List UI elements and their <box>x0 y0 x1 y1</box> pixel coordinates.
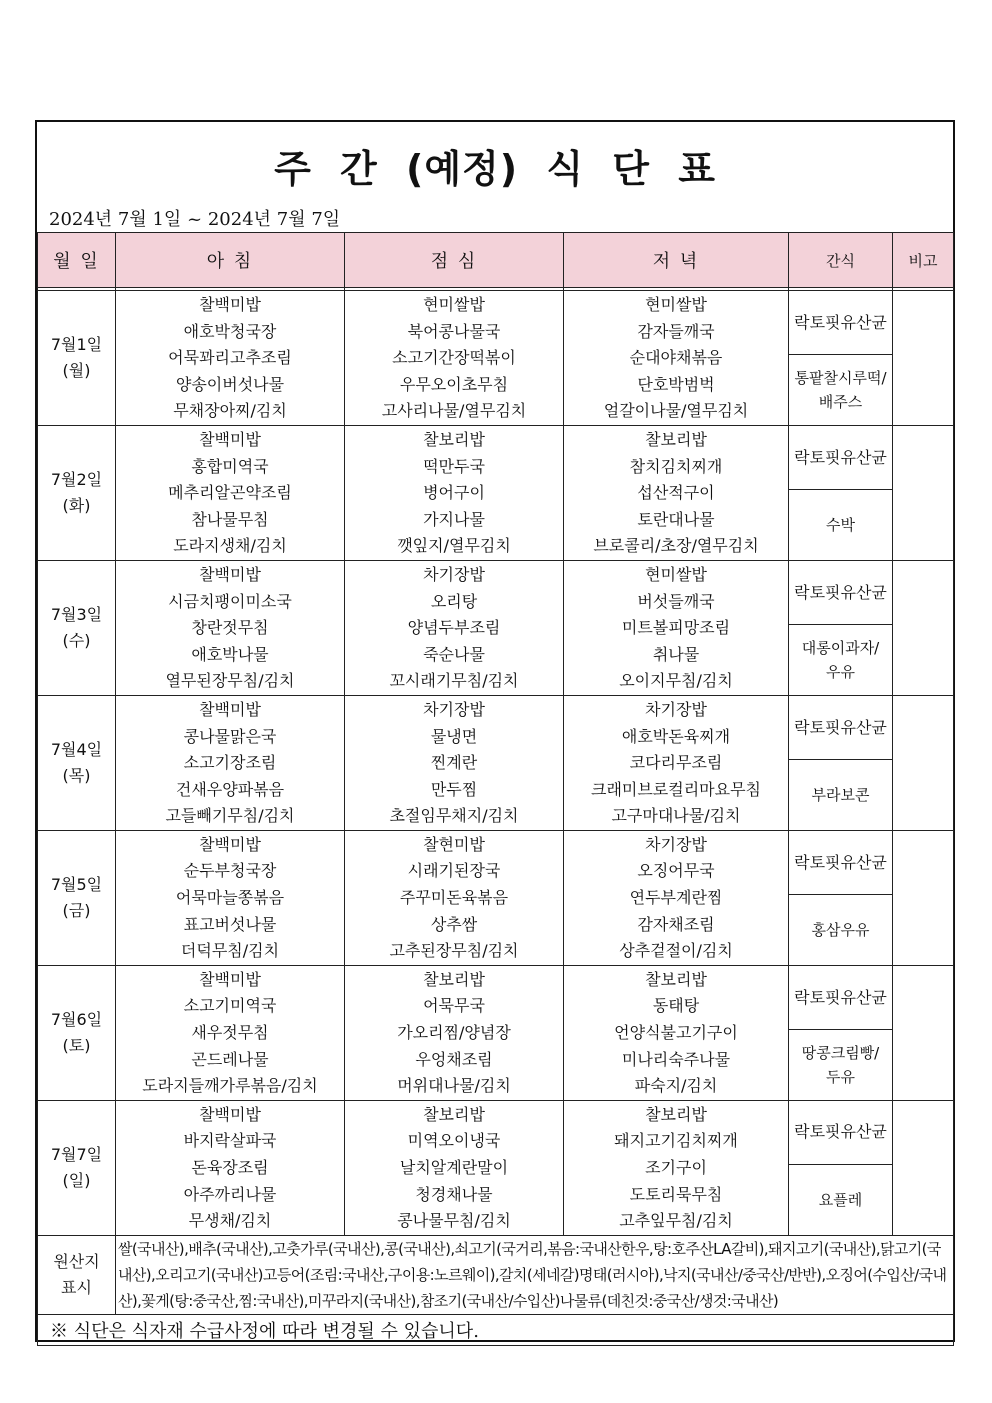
menu-item: 차기장밥 <box>645 699 707 719</box>
menu-item: 더덕무침/김치 <box>180 941 280 961</box>
menu-item: 요플레 <box>818 1190 863 1209</box>
menu-item: 열무된장무침/김치 <box>165 671 295 691</box>
menu-item: 브로콜리/초장/열무김치 <box>593 536 759 556</box>
menu-item: 초절임무채지/김치 <box>389 806 519 826</box>
menu-item: 가지나물 <box>423 509 485 529</box>
header-dinner: 저 녁 <box>564 233 789 288</box>
menu-item: 감자채조림 <box>637 914 715 934</box>
menu-item: 통팥찰시루떡/ <box>794 369 887 388</box>
lunch-cell <box>345 830 564 965</box>
day-row <box>38 965 954 1029</box>
menu-item: 조기구이 <box>645 1158 707 1177</box>
menu-item: 양송이버섯나물 <box>175 374 285 394</box>
menu-item: 어묵마늘쫑볶음 <box>175 888 285 908</box>
origin-label-line: 원산지 <box>53 1251 100 1271</box>
menu-item: 미역오이냉국 <box>407 1131 501 1151</box>
menu-item: 가오리찜/양념장 <box>397 1023 511 1043</box>
menu-item: 콩나물무침/김치 <box>397 1211 511 1231</box>
day-row <box>38 695 954 759</box>
note-cell <box>893 830 954 965</box>
menu-item: 찰보리밥 <box>645 969 707 989</box>
menu-item: 죽순나물 <box>423 644 485 664</box>
snack-cell <box>789 355 893 426</box>
menu-item: 도라지생채/김치 <box>173 536 287 556</box>
breakfast-cell <box>116 1100 345 1235</box>
menu-item: 락토핏유산균 <box>794 1122 887 1142</box>
day-weekday: (토) <box>62 1035 91 1055</box>
menu-item: 꼬시래기무침/김치 <box>389 671 519 691</box>
menu-item: 애호박돈육찌개 <box>621 726 731 746</box>
menu-item: 얼갈이나물/열무김치 <box>603 401 749 421</box>
menu-item: 시금치팽이미소국 <box>168 591 292 611</box>
day-date: 7월3일 <box>50 604 103 624</box>
snack-cell <box>789 425 893 489</box>
menu-item: 찰보리밥 <box>645 429 707 449</box>
menu-item: 머위대나물/김치 <box>397 1076 511 1096</box>
menu-item: 병어구이 <box>423 483 485 503</box>
menu-item: 아주까리나물 <box>183 1184 277 1204</box>
menu-item: 락토핏유산균 <box>794 987 887 1007</box>
menu-item: 우엉채조림 <box>415 1049 493 1069</box>
menu-item: 고구마대나물/김치 <box>611 806 741 826</box>
menu-item: 찰보리밥 <box>423 969 485 989</box>
menu-item: 양념두부조림 <box>407 618 501 638</box>
dinner-cell <box>564 830 789 965</box>
menu-item: 고사리나물/열무김치 <box>381 401 527 421</box>
day-weekday: (금) <box>62 900 91 920</box>
menu-item: 오이지무침/김치 <box>619 671 733 691</box>
note-cell <box>893 965 954 1100</box>
menu-item: 땅콩크림빵/ <box>801 1043 880 1062</box>
snack-cell <box>789 560 893 624</box>
snack-cell <box>789 1165 893 1236</box>
breakfast-cell <box>116 425 345 560</box>
menu-item: 우유 <box>826 663 855 682</box>
day-weekday: (화) <box>62 495 91 515</box>
dinner-cell <box>564 965 789 1100</box>
menu-item: 토란대나물 <box>637 509 715 529</box>
menu-item: 버섯들깨국 <box>637 591 715 611</box>
menu-item: 어묵꽈리고추조림 <box>168 348 292 368</box>
origin-label-line: 표시 <box>61 1277 92 1297</box>
lunch-cell <box>345 425 564 560</box>
snack-cell <box>789 1030 893 1101</box>
note-cell <box>893 291 954 426</box>
header-snack: 간식 <box>789 233 893 288</box>
menu-item: 락토핏유산균 <box>794 312 887 332</box>
note-cell <box>893 1100 954 1235</box>
day-date: 7월7일 <box>50 1144 103 1164</box>
menu-item: 바지락살파국 <box>183 1131 277 1151</box>
menu-item: 어묵무국 <box>423 996 485 1016</box>
menu-item: 소고기장조림 <box>183 753 277 773</box>
menu-item: 도토리묵무침 <box>629 1184 723 1204</box>
header-breakfast: 아 침 <box>116 233 345 288</box>
menu-item: 고들빼기무침/김치 <box>165 806 295 826</box>
origin-row <box>38 1235 954 1314</box>
menu-item: 락토핏유산균 <box>794 717 887 737</box>
menu-item: 찰백미밥 <box>199 834 261 854</box>
menu-item: 찰보리밥 <box>423 429 485 449</box>
menu-item: 청경채나물 <box>415 1184 493 1204</box>
menu-item: 크래미브로컬리마요무침 <box>590 779 762 799</box>
menu-item: 콩나물맑은국 <box>183 726 277 746</box>
menu-item: 돼지고기김치찌개 <box>614 1131 738 1151</box>
menu-item: 락토핏유산균 <box>794 447 887 467</box>
note-cell <box>893 560 954 695</box>
menu-item: 찰백미밥 <box>199 295 261 314</box>
menu-item: 주꾸미돈육볶음 <box>399 888 509 908</box>
menu-item: 소고기간장떡볶이 <box>392 348 516 368</box>
menu-item: 차기장밥 <box>645 834 707 854</box>
day-row <box>38 560 954 624</box>
menu-item: 차기장밥 <box>423 699 485 719</box>
menu-item: 수박 <box>826 516 855 535</box>
menu-item: 현미쌀밥 <box>645 295 707 314</box>
header-lunch: 점 심 <box>345 233 564 288</box>
menu-item: 고추잎무침/김치 <box>619 1211 733 1231</box>
snack-cell <box>789 830 893 894</box>
snack-cell <box>789 760 893 831</box>
dinner-cell <box>564 425 789 560</box>
snack-cell <box>789 695 893 759</box>
menu-item: 홍삼우유 <box>811 921 870 940</box>
menu-item: 찰백미밥 <box>199 1104 261 1124</box>
menu-item: 락토핏유산균 <box>794 582 887 602</box>
menu-item: 락토핏유산균 <box>794 852 887 872</box>
menu-item: 미트볼피망조림 <box>621 618 731 638</box>
menu-item: 배주스 <box>818 393 863 412</box>
menu-item: 만두찜 <box>430 779 478 799</box>
snack-cell <box>789 1100 893 1164</box>
day-cell <box>38 425 116 560</box>
date-range: 2024년 7월 1일 ~ 2024년 7월 7일 <box>49 209 341 230</box>
lunch-cell <box>345 291 564 426</box>
menu-item: 오징어무국 <box>637 861 715 881</box>
menu-item: 물냉면 <box>430 726 478 746</box>
day-cell <box>38 560 116 695</box>
day-row <box>38 830 954 894</box>
breakfast-cell <box>116 965 345 1100</box>
menu-item: 순두부청국장 <box>183 861 277 881</box>
day-cell <box>38 1100 116 1235</box>
menu-item: 섭산적구이 <box>637 483 715 503</box>
lunch-cell <box>345 1100 564 1235</box>
menu-item: 두유 <box>826 1067 855 1086</box>
menu-item: 현미쌀밥 <box>645 564 707 584</box>
menu-item: 단호박범벅 <box>637 374 715 394</box>
breakfast-cell <box>116 291 345 426</box>
day-cell <box>38 291 116 426</box>
snack-cell <box>789 490 893 561</box>
menu-item: 우무오이초무침 <box>399 374 509 394</box>
dinner-cell <box>564 1100 789 1235</box>
day-date: 7월4일 <box>50 739 103 759</box>
day-weekday: (월) <box>62 360 91 380</box>
dinner-cell <box>564 560 789 695</box>
menu-item: 연두부계란찜 <box>629 888 723 908</box>
day-date: 7월5일 <box>50 874 103 894</box>
menu-item: 고추된장무침/김치 <box>389 941 519 961</box>
menu-table <box>37 232 954 1346</box>
day-date: 7월1일 <box>50 334 103 354</box>
day-row <box>38 425 954 489</box>
menu-item: 감자들깨국 <box>637 321 715 341</box>
menu-item: 대롱이과자/ <box>801 639 880 658</box>
header-row <box>38 233 954 288</box>
menu-item: 애호박청국장 <box>183 321 277 341</box>
menu-item: 무생채/김치 <box>188 1211 272 1231</box>
menu-item: 차기장밥 <box>423 564 485 584</box>
header-note: 비고 <box>893 233 954 288</box>
origin-text: 쌀(국내산),배추(국내산),고춧가루(국내산),콩(국내산),쇠고기(국거리,볶음:국내산한우,탕:호주산LA갈비),돼지고기(국내산),닭고기(국내산),오리고기(국내산)고등어(조림:국내산,구이용:노르웨이),갈치(세네갈)명태(러시아),낙지(국내산/중국산/반반),오징어(수입산/국내산),꽃게(탕:중국산,찜:국내산),미꾸라지(국내산),참조기(국내산/수입산)나물류(데친것:중국산/생것:국내산) <box>116 1235 954 1314</box>
day-weekday: (수) <box>62 630 91 650</box>
menu-item: 찰현미밥 <box>423 834 485 854</box>
menu-item: 창란젓무침 <box>191 618 269 638</box>
dinner-cell <box>564 291 789 426</box>
day-cell <box>38 965 116 1100</box>
menu-item: 표고버섯나물 <box>183 914 277 934</box>
snack-cell <box>789 625 893 696</box>
menu-item: 찐계란 <box>430 753 478 773</box>
day-date: 7월6일 <box>50 1009 103 1029</box>
menu-item: 상추쌈 <box>430 914 478 934</box>
day-weekday: (일) <box>62 1170 91 1190</box>
menu-item: 떡만두국 <box>423 456 485 476</box>
menu-item: 취나물 <box>652 644 700 664</box>
day-weekday: (목) <box>62 765 91 785</box>
note-cell <box>893 695 954 830</box>
day-cell <box>38 830 116 965</box>
lunch-cell <box>345 695 564 830</box>
menu-item: 찰보리밥 <box>423 1104 485 1124</box>
menu-item: 참치김치찌개 <box>629 456 723 476</box>
day-row <box>38 291 954 355</box>
menu-item: 코다리무조림 <box>629 753 723 773</box>
menu-item: 날치알계란말이 <box>399 1158 509 1177</box>
menu-item: 북어콩나물국 <box>407 321 501 341</box>
lunch-cell <box>345 560 564 695</box>
snack-cell <box>789 965 893 1029</box>
breakfast-cell <box>116 695 345 830</box>
menu-item: 미나리숙주나물 <box>621 1049 731 1069</box>
menu-item: 찰백미밥 <box>199 564 261 584</box>
menu-item: 돈육장조림 <box>191 1158 269 1177</box>
menu-item: 새우젓무침 <box>191 1023 269 1043</box>
menu-item: 애호박나물 <box>191 644 269 664</box>
menu-item: 깻잎지/열무김치 <box>397 536 511 556</box>
menu-item: 무채장아찌/김치 <box>173 401 287 421</box>
snack-cell <box>789 895 893 966</box>
menu-item: 부라보콘 <box>811 786 870 805</box>
menu-sheet <box>35 120 955 1342</box>
menu-item: 도라지들깨가루볶음/김치 <box>142 1076 318 1096</box>
menu-item: 파숙지/김치 <box>634 1076 718 1096</box>
menu-item: 상추겉절이/김치 <box>619 941 733 961</box>
menu-item: 시래기된장국 <box>407 861 501 881</box>
menu-item: 홍합미역국 <box>191 456 269 476</box>
footer-row <box>38 1314 954 1345</box>
lunch-cell <box>345 965 564 1100</box>
note-cell <box>893 425 954 560</box>
day-cell <box>38 695 116 830</box>
origin-label <box>38 1235 116 1314</box>
menu-item: 오리탕 <box>430 591 478 611</box>
menu-item: 소고기미역국 <box>183 996 277 1016</box>
menu-item: 찰백미밥 <box>199 699 261 719</box>
menu-item: 메추리알곤약조림 <box>168 483 292 503</box>
menu-item: 동태탕 <box>652 996 700 1016</box>
menu-item: 찰보리밥 <box>645 1104 707 1124</box>
menu-item: 찰백미밥 <box>199 429 261 449</box>
page-title: 주 간 (예정) 식 단 표 <box>274 147 716 191</box>
menu-item: 언양식불고기구이 <box>614 1023 738 1043</box>
header-day: 월 일 <box>38 233 116 288</box>
menu-item: 현미쌀밥 <box>423 295 485 314</box>
breakfast-cell <box>116 560 345 695</box>
footer-note: ※ 식단은 식자재 수급사정에 따라 변경될 수 있습니다. <box>38 1314 954 1345</box>
snack-cell <box>789 291 893 355</box>
menu-item: 건새우양파볶음 <box>175 779 285 799</box>
day-date: 7월2일 <box>50 469 103 489</box>
menu-item: 찰백미밥 <box>199 969 261 989</box>
menu-item: 참나물무침 <box>191 509 269 529</box>
menu-item: 순대야채볶음 <box>629 348 723 368</box>
menu-item: 곤드레나물 <box>191 1049 269 1069</box>
breakfast-cell <box>116 830 345 965</box>
day-row <box>38 1100 954 1164</box>
dinner-cell <box>564 695 789 830</box>
